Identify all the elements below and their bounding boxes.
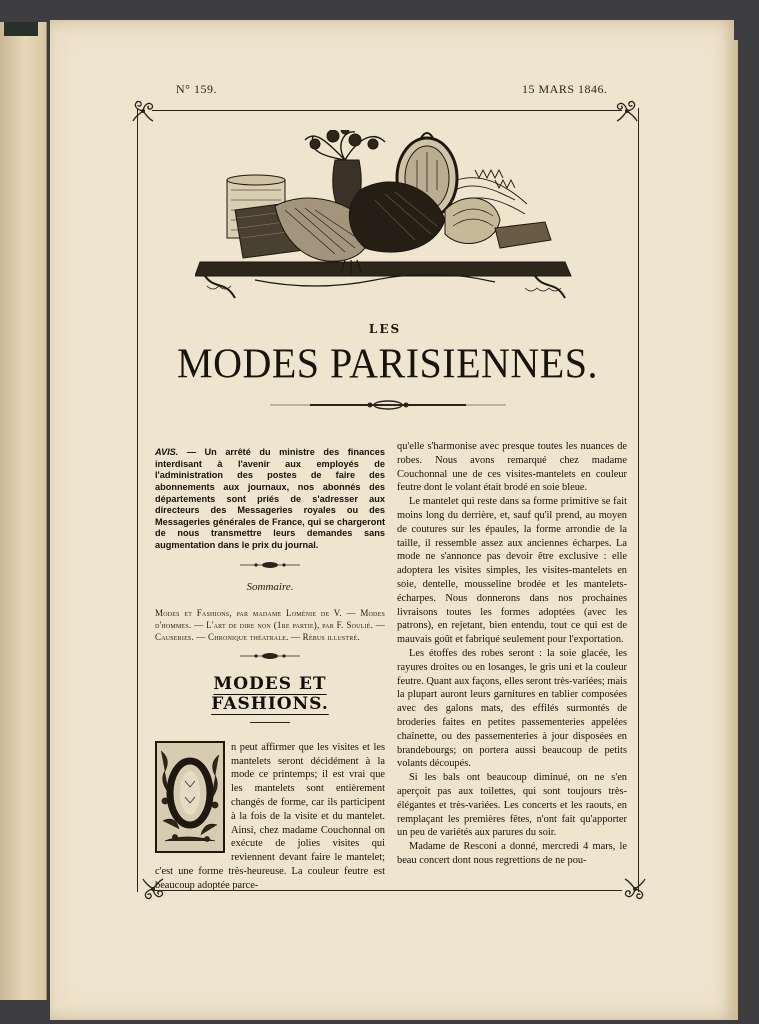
issue-number: N° 159. xyxy=(176,82,217,96)
masthead-title: MODES PARISIENNES. xyxy=(177,339,598,388)
masthead-les: LES xyxy=(368,322,402,336)
still-life-engraving xyxy=(195,130,575,308)
avis-notice xyxy=(155,447,385,551)
dropcap-initial xyxy=(155,741,225,853)
sommaire-text: Modes et Fashions, par madame Loménie de V. — Modes d'hommes. — L'art de dire non (1re partie), par F. Soulié. — Causeries. — Chronique théatrale. — Rébus illustré. xyxy=(155,607,385,642)
sommaire-heading: Sommaire. xyxy=(246,580,294,593)
paragraph: Les étoffes des robes seront : la soie glacée, les rayures droites ou en losanges, le gris uni et la couleur feutre. Quant aux façons, elles seront très-variées; mais la plupart auront leurs garnitures en tablier composées avec des galons mats, des effilés surmontés de broderies faites en petites passementeries appelées chaînette, ou des passementeries à jour disposées en brandebourgs; on portera aussi beaucoup de petits volants découpés. xyxy=(397,647,627,770)
previous-page-edge xyxy=(0,22,47,1000)
issue-date: 15 MARS 1846. xyxy=(522,82,608,96)
dropcap-letter: O xyxy=(189,798,191,800)
left-column xyxy=(155,438,385,892)
section-rule xyxy=(250,722,290,723)
corner-ornament-icon xyxy=(622,876,648,902)
avis-lead: AVIS. xyxy=(155,447,179,458)
paragraph: Le mantelet qui reste dans sa forme primitive se fait moins long du derrière, et, sauf qu'il prend, au moyen de coutures sur les épaules, la forme arrondie de la taille, il ressemble assez aux anciennes écharpes. La mode ne s'annonce pas devoir être exclusive : elle adoptera les visites simples, les visites-mantelets en soie, dentelle, mousseline brodée et les mantelets-écharpes. Nous donnerons dans nos prochaines livraisons toutes les formes adoptées (avec les patrons), en rejetant, bien entendu, tout ce qui est de mauvais goût et fabriqué seulement pour l'exportation. xyxy=(397,496,627,646)
dropcap-ornament-icon xyxy=(155,741,225,853)
title-ornament-icon xyxy=(270,398,506,412)
frame-top-rule xyxy=(152,110,622,111)
avis-text: — Un arrêté du ministre des finances interdisant à l'avenir aux employés de l'administration des postes de faire des abonnements aux journaux, nos abonnés des départements sont priés de s'adresser aux directeurs des Messageries royales ou des Messageries générales de France, qui se chargeront de nous transmettre leurs demandes sans augmentation dans le prix du journal. xyxy=(155,447,385,550)
section-title: MODES ET FASHIONS. xyxy=(211,673,329,714)
section-intro xyxy=(155,741,385,893)
divider-ornament-icon xyxy=(240,561,300,569)
section-intro-text: n peut affirmer que les visites et les mantelets seront décidément à la mode ce printemps; il est vrai que les mantelets sont entièrement changés de forme, car ils participent à la fois de la visite et du mantelet. Ainsi, chez madame Couchonnal on exécute de jolies visites qui reviennent devant faire le mantelet; c'est une forme très-heureuse. La couleur feutre est beaucoup adoptée parce- xyxy=(155,741,385,891)
right-column xyxy=(397,440,627,868)
corner-ornament-icon xyxy=(614,98,640,124)
paragraph: Si les bals ont beaucoup diminué, on ne s'en aperçoit pas aux toilettes, qui sont toujours très-élégantes et très-variées. Les concerts et les raouts, en remplaçant les premières fêtes, n'ont fait qu'apporter un peu de variétés aux parures du soir. xyxy=(397,772,627,839)
corner-ornament-icon xyxy=(130,98,156,124)
paragraph: qu'elle s'harmonise avec presque toutes les nuances de robes. Nous avons remarqué chez madame Couchonnal une de ces visites-mantelets en couleur feutre dont le volant était brodé en soie bleue. xyxy=(397,441,627,494)
paragraph: Madame de Resconi a donné, mercredi 4 mars, le beau concert dont nous regrettions de ne pou- xyxy=(397,841,627,866)
divider-ornament-icon xyxy=(240,652,300,660)
